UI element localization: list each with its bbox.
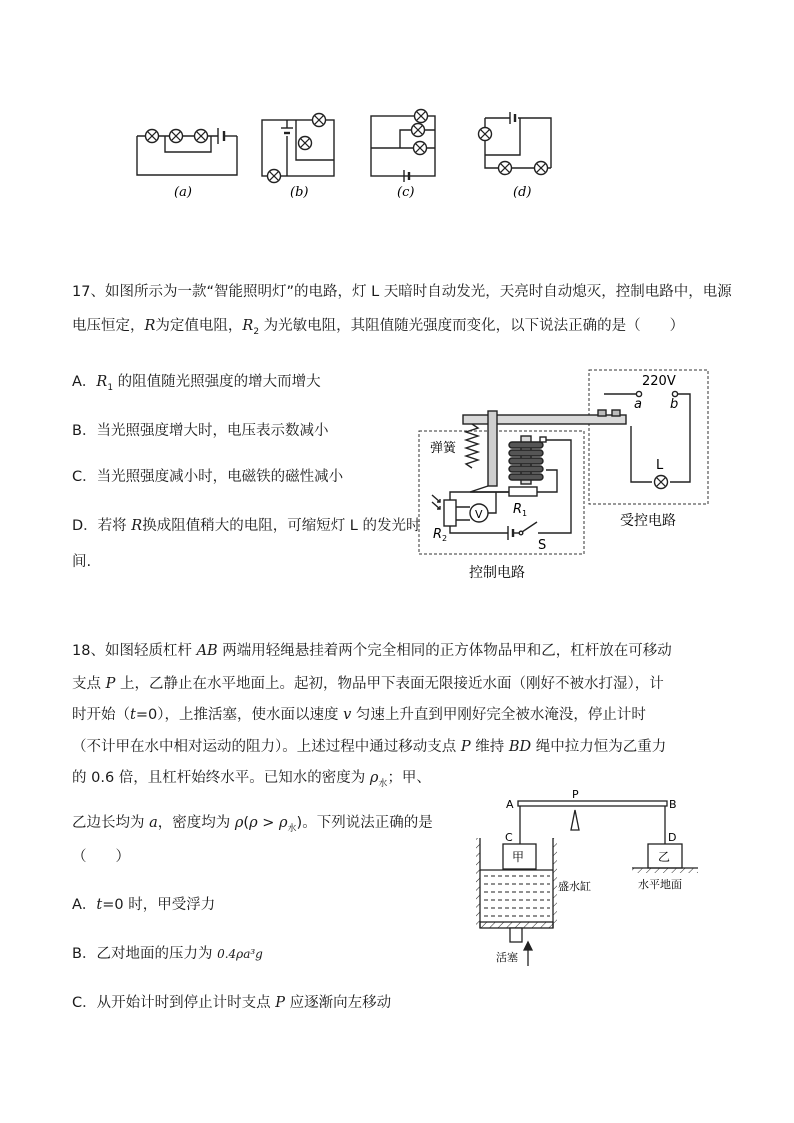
q18-stem-line3: 时开始（t=0），上推活塞，使水面以速度 v 匀速上升直到甲刚好完全被水淹没，停止计时 bbox=[72, 707, 646, 723]
r2-label: $R_2$ bbox=[433, 527, 448, 543]
caption-d: (d) bbox=[513, 185, 532, 200]
q17-option-d-line2: 间. bbox=[72, 554, 92, 570]
label-p: P bbox=[572, 788, 579, 801]
switch-label: S bbox=[538, 538, 547, 553]
q18-stem-line5: 的 0.6 倍，且杠杆始终水平。已知水的密度为 $\rho_水$；甲、 bbox=[72, 770, 431, 789]
lamp-label: L bbox=[656, 458, 664, 473]
label-piston: 活塞 bbox=[496, 951, 518, 964]
contact-b-label: b bbox=[670, 397, 679, 412]
caption-a: (a) bbox=[174, 185, 192, 200]
contact-a-label: a bbox=[634, 397, 642, 412]
voltmeter-label: V bbox=[475, 508, 483, 521]
control-circuit-label: 控制电路 bbox=[469, 565, 525, 581]
voltage-label: 220V bbox=[642, 374, 676, 389]
q17-option-c: C．当光照强度减小时，电磁铁的磁性减小 bbox=[72, 469, 344, 485]
label-a: A bbox=[506, 798, 514, 811]
label-d: D bbox=[668, 831, 677, 844]
label-ground: 水平地面 bbox=[638, 878, 682, 891]
q17-stem-line2: 电压恒定，R为定值电阻，$R_2$ 为光敏电阻，其阻值随光强度而变化，以下说法正确的是（ ） bbox=[72, 318, 685, 337]
q17-option-a: A．$R_1$ 的阻值随光照强度的增大而增大 bbox=[72, 374, 321, 393]
q18-option-b: B．乙对地面的压力为 0.4ρa³g bbox=[72, 946, 263, 962]
caption-b: (b) bbox=[290, 185, 309, 200]
q18-stem-line4: （不计甲在水中相对运动的阻力）。上述过程中通过移动支点 P 维持 BD 绳中拉力恒为乙重力 bbox=[72, 739, 667, 755]
q18-stem-line2: 支点 P 上，乙静止在水平地面上。起初，物品甲下表面无限接近水面（刚好不被水打湿），计 bbox=[72, 676, 664, 692]
pivot-p bbox=[571, 810, 579, 830]
q17-stem-line1: 17、如图所示为一款“智能照明灯”的电路，灯 L 天暗时自动发光，天亮时自动熄灭，控制电路中，电源 bbox=[72, 284, 732, 300]
caption-c: (c) bbox=[397, 185, 415, 200]
label-c: C bbox=[505, 831, 513, 844]
q18-stem-line7: （ ） bbox=[72, 849, 130, 865]
r1-label: $R_1$ bbox=[513, 502, 528, 518]
label-yi: 乙 bbox=[658, 850, 671, 864]
q18-stem-line6: 乙边长均为 a，密度均为 $\rho(\rho > \rho_水)$。下列说法正确的是 bbox=[72, 815, 433, 834]
controlled-circuit-label: 受控电路 bbox=[620, 513, 676, 529]
spring-label: 弹簧 bbox=[430, 441, 457, 456]
q17-option-b: B．当光照强度增大时，电压表示数减小 bbox=[72, 423, 329, 439]
lever-ab bbox=[518, 801, 667, 806]
q18-option-a: A．t=0 时，甲受浮力 bbox=[72, 897, 216, 913]
label-b: B bbox=[669, 798, 677, 811]
q17-option-d-line1: D．若将 R换成阻值稍大的电阻，可缩短灯 L 的发光时 bbox=[72, 518, 421, 534]
label-tank: 盛水缸 bbox=[558, 880, 591, 893]
q18-stem-line1: 18、如图轻质杠杆 AB 两端用轻绳悬挂着两个完全相同的正方体物品甲和乙，杠杆放在可移动 bbox=[72, 643, 672, 659]
piston bbox=[480, 922, 553, 928]
q18-option-c: C．从开始计时到停止计时支点 P 应逐渐向左移动 bbox=[72, 995, 392, 1011]
label-jia: 甲 bbox=[512, 850, 525, 864]
